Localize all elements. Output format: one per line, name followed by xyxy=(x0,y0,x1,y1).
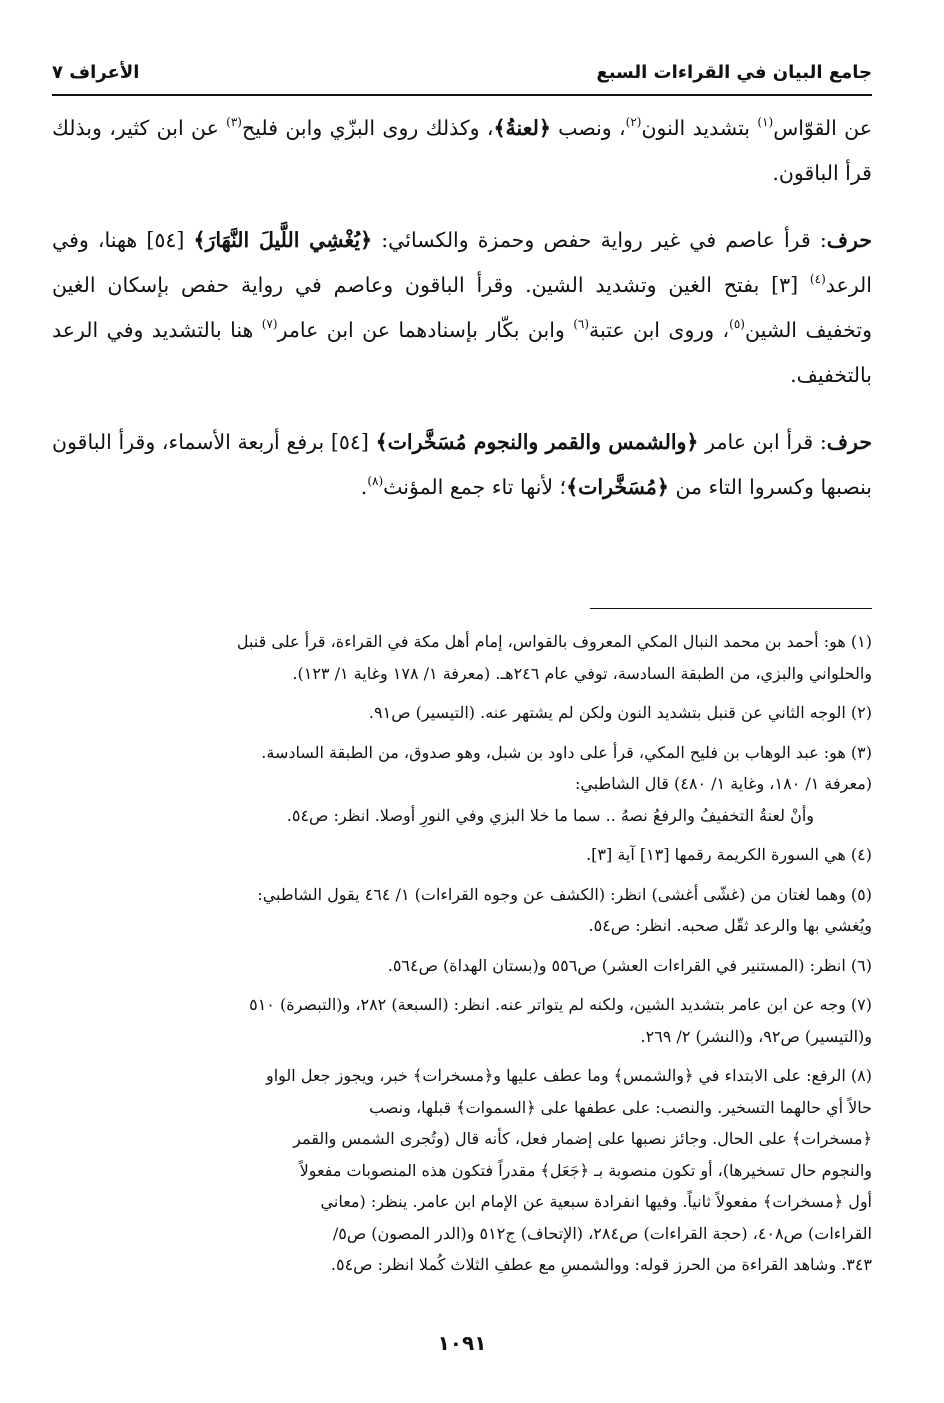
footnote-line: والحلواني والبزي، من الطبقة السادسة، توفي عام ٢٤٦هـ. (معرفة ١/ ١٧٨ وغاية ١/ ١٢٣). xyxy=(292,663,872,683)
footnote-8 xyxy=(52,1060,872,1281)
running-header xyxy=(52,56,872,96)
footnote-line: هو: أحمد بن محمد النبال المكي المعروف بالقواس، إمام أهل مكة في القراءة، قرأ على قنبل xyxy=(236,632,846,651)
footnote-number: (٣) xyxy=(850,742,872,762)
quranic-phrase: ﴿يُغْشِي اللَّيلَ النَّهَارَ﴾ xyxy=(193,228,373,252)
footnote-ref[interactable]: (٣) xyxy=(226,115,242,129)
footnote-ref[interactable]: (٢) xyxy=(625,115,642,129)
footnote-5 xyxy=(52,879,872,942)
text-run: [٣] بفتح الغين وتشديد الشين. وقرأ الباقون وعاصم في رواية حفص بإسكان الغين وتخفيف الشين xyxy=(52,273,873,342)
paragraph-3 xyxy=(52,420,872,510)
footnote-separator xyxy=(590,608,872,609)
footnote-1 xyxy=(52,626,872,689)
text-run: ، وروى ابن عتبة xyxy=(589,318,730,342)
footnote-ref[interactable]: (١) xyxy=(757,115,774,129)
footnote-3 xyxy=(52,737,872,832)
footnote-line: وجه عن ابن عامر بتشديد الشين، ولكنه لم يتواتر عنه. انظر: (السبعة) ٢٨٢، و(التبصرة) ٥١٠ xyxy=(249,995,846,1014)
text-run: ؛ لأنها تاء جمع المؤنث xyxy=(383,475,567,499)
footnote-line: (معرفة ١/ ١٨٠، وغاية ١/ ٤٨٠) قال الشاطبي: xyxy=(574,774,872,793)
footnote-7 xyxy=(52,989,872,1052)
footnotes xyxy=(52,626,872,1289)
footnote-number: (٨) xyxy=(850,1066,872,1085)
page-number: ١٠٩١ xyxy=(437,1331,487,1355)
footnote-ref[interactable]: (٨) xyxy=(367,474,384,488)
text-run: هنا بالتشديد وفي الرعد بالتخفيف. xyxy=(52,318,872,387)
footnote-ref[interactable]: (٧) xyxy=(261,317,278,331)
paragraph-1 xyxy=(52,106,872,196)
text-run: [٥٤] برفع أربعة الأسماء، وقرأ الباقون بنصبها وكسروا التاء من xyxy=(52,430,872,499)
footnote-line: القراءات) ص٤٠٨، (حجة القراءات) ص٢٨٤، (الإتحاف) ج٥١٢ و(الدر المصون) ص٥/ xyxy=(332,1223,872,1243)
footnote-line: ٣٤٣. وشاهد القراءة من الحرز قوله: ووالشمسِ مع عطفِ الثلاث كُملا انظر: ص٥٤. xyxy=(330,1255,872,1274)
harf-label: حرف xyxy=(826,228,873,252)
footnote-line: وهما لغتان من (غشّى أغشى) انظر: (الكشف عن وجوه القراءات) ١/ ٤٦٤ يقول الشاطبي: xyxy=(257,884,846,904)
main-text xyxy=(52,106,872,532)
footnote-ref[interactable]: (٤) xyxy=(809,272,826,286)
text-run: ، وكذلك روى البزّي وابن فليح xyxy=(241,116,494,140)
footnote-line: انظر: (المستنير في القراءات العشر) ص٥٥٦ و(بستان الهداة) ص٥٦٤. xyxy=(387,955,846,975)
text-run: ، ونصب xyxy=(550,116,626,140)
footnote-number: (٢) xyxy=(850,703,872,722)
quranic-word: ﴿لعنةُ﴾ xyxy=(493,116,551,140)
footnote-line: والنجوم حال تسخيرها)، أو تكون منصوبة بـ ﴿جَعَل﴾ مقدراً فتكون هذه المنصوبات مفعولاً xyxy=(299,1160,872,1180)
text-run: [٥٤] ههنا، وفي الرعد xyxy=(52,228,872,297)
section-title: الأعراف ٧ xyxy=(52,62,140,83)
text-run: . xyxy=(360,475,368,499)
footnote-line: و(التيسير) ص٩٢، و(النشر) ٢/ ٢٦٩. xyxy=(640,1026,872,1046)
text-run: عن ابن كثير، وبذلك قرأ الباقون. xyxy=(52,116,872,185)
footnote-number: (٧) xyxy=(850,995,872,1014)
footnote-line: أول ﴿مسخرات﴾ مفعولاً ثانياً. وفيها انفرادة سبعية عن الإمام ابن عامر. ينظر: (معاني xyxy=(320,1192,872,1211)
book-title: جامع البيان في القراءات السبع xyxy=(596,62,872,83)
footnote-line: هي السورة الكريمة رقمها [١٣] آية [٣]. xyxy=(586,845,846,864)
footnote-number: (٦) xyxy=(850,955,872,975)
footnote-ref[interactable]: (٥) xyxy=(729,317,745,331)
text-run: وابن بكّار بإسنادهما عن ابن عامر xyxy=(277,318,574,342)
footnote-line: ﴿مسخرات﴾ على الحال. وجائز نصبها على إضمار فعل، كأنه قال (وتُجرى الشمس والقمر xyxy=(293,1129,872,1148)
footnote-6 xyxy=(52,950,872,982)
poem-verse: وأنْ لعنةُ التخفيفُ والرفعُ نصهُ .. سما ما خلا البزي وفي النورِ أوصلا. انظر: ص٥٤. xyxy=(286,805,814,825)
footnote-number: (٤) xyxy=(850,845,872,864)
footnote-line: حالاً أي حالهما التسخير. والنصب: على عطفها على ﴿السموات﴾ قبلها، ونصب xyxy=(369,1097,872,1117)
harf-label: حرف xyxy=(826,430,872,454)
footnote-line: الرفع: على الابتداء في ﴿والشمس﴾ وما عطف عليها و﴿مسخرات﴾ خبر، ويجوز جعل الواو xyxy=(265,1066,846,1085)
text-run: عن القوّاس xyxy=(773,116,872,140)
footnote-2 xyxy=(52,697,872,729)
quranic-phrase: ﴿والشمس والقمر والنجوم مُسَخَّرات﴾ xyxy=(375,430,699,454)
footnote-line: ويُغشي بها والرعد ثقّل صحبه. انظر: ص٥٤. xyxy=(588,916,872,935)
paragraph-2 xyxy=(52,218,872,398)
footnote-line: هو: عبد الوهاب بن فليح المكي، قرأ على داود بن شبل، وهو صدوق، من الطبقة السادسة. xyxy=(261,742,846,762)
text-run: : قرأ عاصم في غير رواية حفص وحمزة والكسائي: xyxy=(372,228,827,252)
quranic-word: ﴿مُسَخَّرات﴾ xyxy=(566,475,669,499)
footnote-ref[interactable]: (٦) xyxy=(573,317,590,331)
text-run: : قرأ ابن عامر xyxy=(698,430,827,454)
footnote-number: (١) xyxy=(850,632,872,651)
footnote-4 xyxy=(52,839,872,871)
footnote-line: الوجه الثاني عن قنبل بتشديد النون ولكن لم يشتهر عنه. (التيسير) ص٩١. xyxy=(368,703,846,722)
footnote-number: (٥) xyxy=(850,884,872,904)
text-run: بتشديد النون xyxy=(641,116,758,140)
page xyxy=(52,0,872,1403)
